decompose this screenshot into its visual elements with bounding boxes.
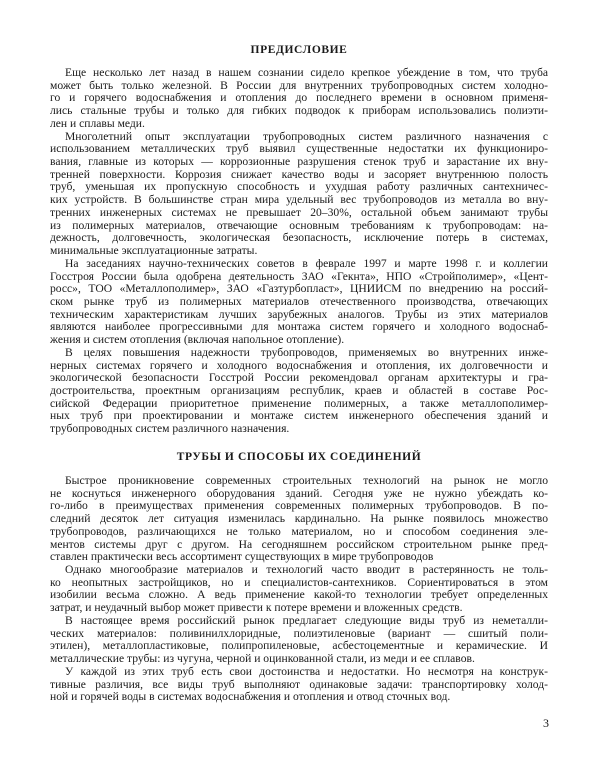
text-line: сийской Федерации приоритетное применение полимерных, а также металлополимер- (50, 396, 548, 410)
text-line: экологической безопасности Госстрой России рекомендовал органам архитектуры и гра- (50, 371, 548, 385)
paragraph (50, 564, 548, 615)
text-line: изобилии весьма сложно. А ведь применение какой-то технологии требует определенных (50, 588, 548, 602)
text-line: ментов системы друг с другом. На сегодняшнем российском строительном рынке пред- (50, 537, 548, 551)
text-line: В настоящее время российский рынок предлагает следующие виды труб из неметалли- (65, 613, 548, 627)
paragraph (50, 347, 548, 436)
text-line: не коснуться инженерного оборудования зданий. Сегодня уже не нужно убеждать ко- (50, 486, 548, 500)
text-line: Однако многообразие материалов и технологий часто вводит в растерянность не толь- (65, 563, 548, 577)
text-line: труб, уменьшая их пропускную способность и ухудшая работу различных сантехничес- (50, 180, 548, 194)
text-line: дежность, долговечность, экологическая безопасность, исключение потерь в системах, (50, 231, 548, 245)
text-line: ском рынке труб из полимерных материалов отечественного производства, отвечающих (50, 294, 548, 308)
text-line: может быть только железной. В России для внутренних трубопроводных систем холодно- (50, 78, 548, 92)
text-line: У каждой из этих труб есть свои достоинства и недостатки. Но несмотря на конструк- (65, 664, 548, 678)
text-line: ких устройств. В большинстве стран мира удельный вес трубопроводов из металла во вну- (50, 193, 548, 207)
text-line: следний десяток лет ситуация изменилась кардинально. На рынке появилось множество (50, 512, 548, 526)
text-line: вания, главные из которых — коррозионные разрушения стенок труб и зарастание их вну- (50, 155, 548, 169)
text-line: росс», ТОО «Металлополимер», ЗАО «Газтурбопласт», ЦНИИСМ по внедрению на россий- (50, 282, 548, 296)
text-line: Еще несколько лет назад в нашем сознании сидело крепкое убеждение в том, что труба (65, 66, 548, 79)
text-line: тивные различия, все виды труб выполняют одинаковые задачи: транспортировку холод- (50, 677, 548, 691)
text-line: тренней поверхности. Коррозия снижает качество воды и засоряет внутреннюю полость (50, 167, 548, 181)
section-body-pipes (50, 475, 548, 704)
text-line: этилен), металлопластиковые, полипропиленовые, асбестоцементные и керамические. И (50, 639, 548, 653)
text-line: трубопроводных систем различного назначения. (50, 422, 290, 436)
text-line: жения и систем отопления (включая напольное отопление). (50, 333, 345, 347)
text-line: го и горячего водоснабжения и отопления до последнего времени в основном применя- (50, 91, 548, 105)
text-line: ной и горячей воды в системах водоснабжения и отопления и отвод сточных вод. (50, 690, 451, 704)
paragraph (50, 666, 548, 704)
text-line: трубопроводов, различающихся не только материалом, но и способом соединения эле- (50, 524, 548, 538)
text-line: достроительства, проектным организациям республик, краев и областей в составе Рос- (50, 383, 548, 397)
text-line: минимальные эксплуатационные затраты. (50, 244, 258, 258)
text-line: из полимерных материалов, отвечающие основным требованиям к трубопроводам: на- (50, 218, 548, 232)
text-line: На заседаниях научно-технических советов в феврале 1997 и марте 1998 г. и коллегии (65, 256, 548, 270)
text-line: ставлен практически весь ассортимент существующих в мире трубопроводов (50, 550, 434, 564)
text-line: техническим характеристикам лучших зарубежных аналогов. Трубы из этих материалов (50, 307, 548, 321)
text-line: тренних инженерных системах не превышает 20–30%, остальной объем занимают трубы (50, 205, 548, 219)
paragraph (50, 615, 548, 666)
paragraph (50, 258, 548, 347)
text-line: лен и сплавы меди. (50, 116, 145, 130)
text-line: затрат, и неудачный выбор может привести к потере времени и вложенных средств. (50, 601, 463, 615)
paragraph (50, 475, 548, 564)
section-heading-preface: ПРЕДИСЛОВИЕ (250, 44, 348, 56)
text-line: В целях повышения надежности трубопроводов, применяемых во внутренних инже- (65, 345, 548, 359)
text-line: являются наиболее прогрессивными для монтажа систем горячего и холодного водоснаб- (50, 320, 548, 334)
section-body-preface (50, 67, 548, 436)
text-line: Многолетний опыт эксплуатации трубопроводных систем различного назначения с (65, 129, 548, 143)
text-line: нерных системах горячего и холодного водоснабжения и отопления, их долговечности и (50, 358, 548, 372)
text-line: лись стальные трубы и только для гибких подводок к приборам использовались полиэти- (50, 104, 548, 118)
text-line: использованием металлических труб выявил существенные недостатки их функциониро- (50, 142, 548, 156)
paragraph (50, 67, 548, 131)
page-number: 3 (543, 716, 549, 730)
text-line: Госстроя России была одобрена деятельность ЗАО «Гекнта», НПО «Стройполимер», «Цент- (50, 269, 548, 283)
text-line: го-либо в преимуществах применения современных полимерных трубопроводов. В по- (50, 499, 548, 513)
paragraph (50, 131, 548, 258)
text-line: металлические трубы: из чугуна, черной и оцинкованной стали, из меди и ее сплавов. (50, 652, 475, 666)
text-line: ных труб при проектировании и монтаже систем инженерного обеспечения зданий и (50, 409, 548, 423)
text-line: ко неопытных застройщиков, но и специалистов-сантехников. Сориентироваться в этом (50, 575, 548, 589)
text-line: Быстрое проникновение современных строительных технологий на рынок не могло (65, 474, 548, 487)
section-heading-pipes: ТРУБЫ И СПОСОБЫ ИХ СОЕДИНЕНИЙ (176, 451, 422, 463)
text-line: ческих материалов: поливинилхлоридные, полиэтиленовые (вариант — сшитый поли- (50, 626, 548, 640)
